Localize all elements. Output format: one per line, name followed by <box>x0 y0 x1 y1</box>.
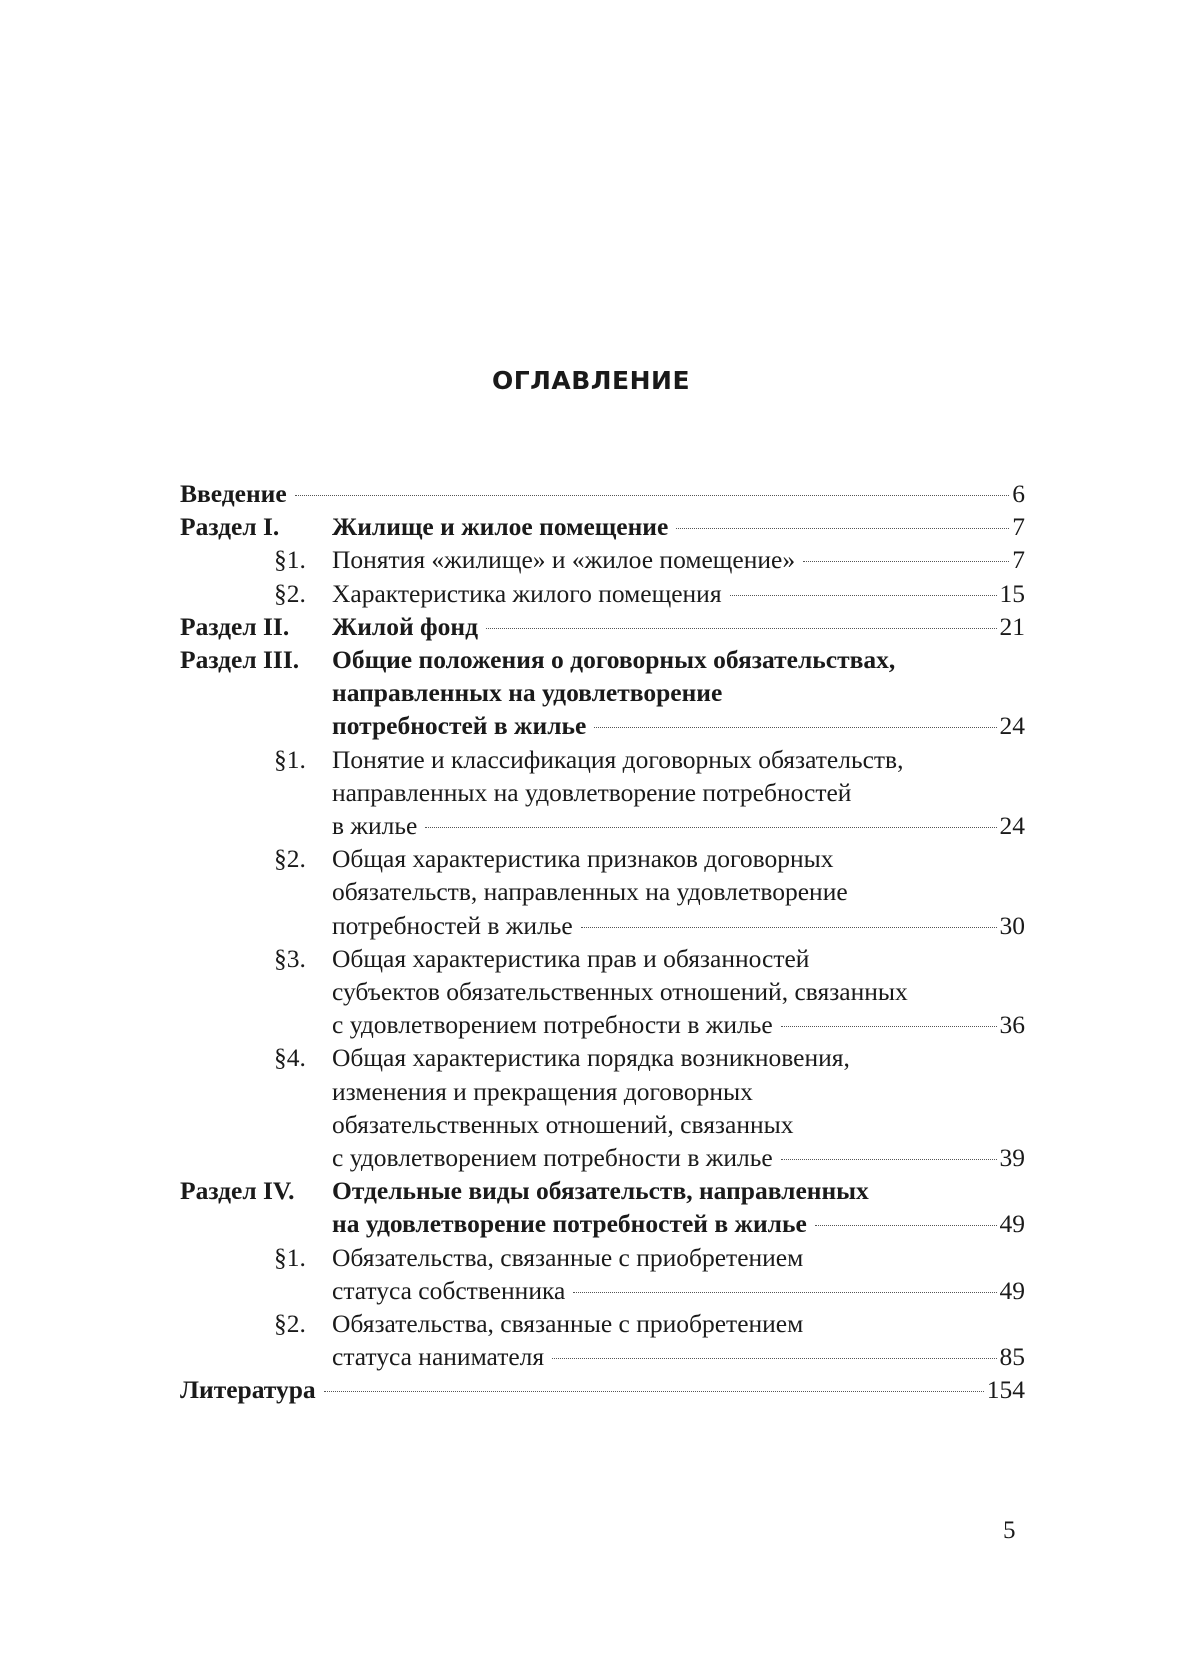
toc-entry-title-line: на удовлетворение потребностей в жилье <box>332 1209 807 1239</box>
toc-entry-section-1[interactable] <box>180 510 1025 543</box>
toc-entry-title-line: Общая характеристика порядка возникновения, <box>332 1043 850 1073</box>
toc-entry-label: §1. <box>274 744 306 774</box>
toc-entry-title-line: Общие положения о договорных обязательствах, <box>332 645 896 675</box>
toc-entry-section-2[interactable] <box>180 610 1025 643</box>
dot-leader <box>324 1391 984 1392</box>
dot-leader <box>573 1292 996 1293</box>
toc-entry-title-line: с удовлетворением потребности в жилье <box>332 1010 773 1040</box>
toc-page-number: 49 <box>999 1275 1025 1305</box>
toc-entry-title-line: с удовлетворением потребности в жилье <box>332 1143 773 1173</box>
toc-entry-section-1-paragraph-2[interactable] <box>180 577 1025 610</box>
toc-entry-section-3-paragraph-2[interactable] <box>180 842 1025 942</box>
toc-entry-label: Раздел I. <box>180 512 280 542</box>
page-number: 5 <box>1003 1517 1016 1544</box>
toc-entry-label: Введение <box>180 479 287 508</box>
dot-leader <box>676 528 1009 529</box>
toc-entry-title-line: Обязательства, связанные с приобретением <box>332 1309 804 1339</box>
toc-entry-title-line: Понятие и классификация договорных обязательств, <box>332 744 904 774</box>
toc-entry-label: §2. <box>274 578 306 608</box>
dot-leader <box>594 727 996 728</box>
dot-leader <box>781 1159 997 1160</box>
dot-leader <box>552 1358 996 1359</box>
toc-entry-label: Раздел IV. <box>180 1176 295 1206</box>
toc-entry-title: Жилой фонд <box>332 611 479 641</box>
toc-page-number: 15 <box>999 578 1025 608</box>
toc-entry-title-line: обязательственных отношений, связанных <box>332 1109 794 1139</box>
toc-entry-title-line: потребностей в жилье <box>332 711 587 741</box>
toc-page-number: 7 <box>1012 545 1025 575</box>
toc-page-number: 24 <box>999 811 1025 841</box>
toc-entry-title-line: обязательств, направленных на удовлетворение <box>332 877 848 907</box>
toc-entry-label: Раздел III. <box>180 645 300 675</box>
toc-entry-title-line: статуса нанимателя <box>332 1342 545 1372</box>
toc-entry-title-line: направленных на удовлетворение <box>332 678 723 708</box>
toc-entry-title-line: Отдельные виды обязательств, направленных <box>332 1176 869 1206</box>
toc-entry-label: §2. <box>274 844 306 874</box>
toc-entry-section-3[interactable] <box>180 643 1025 743</box>
dot-leader <box>486 628 996 629</box>
toc-entry-title: Понятия «жилище» и «жилое помещение» <box>332 545 796 575</box>
toc-entry-introduction[interactable] <box>180 477 1025 510</box>
dot-leader <box>815 1225 997 1226</box>
toc-page-number: 49 <box>999 1209 1025 1239</box>
toc-entry-label: §3. <box>274 943 306 973</box>
table-of-contents <box>180 477 1025 1407</box>
toc-page-number: 30 <box>999 910 1025 940</box>
toc-entry-section-4-paragraph-1[interactable] <box>180 1241 1025 1307</box>
toc-entry-section-3-paragraph-4[interactable] <box>180 1041 1025 1174</box>
toc-entry-section-4-paragraph-2[interactable] <box>180 1307 1025 1373</box>
toc-heading: ОГЛАВЛЕНИЕ <box>491 366 691 395</box>
toc-entry-title-line: изменения и прекращения договорных <box>332 1076 753 1106</box>
toc-entry-title: Жилище и жилое помещение <box>332 512 669 542</box>
dot-leader <box>730 595 997 596</box>
toc-entry-title: Характеристика жилого помещения <box>332 578 722 608</box>
dot-leader <box>781 1026 997 1027</box>
toc-page-number: 85 <box>999 1342 1025 1372</box>
toc-page-number: 24 <box>999 711 1025 741</box>
toc-entry-label: §1. <box>274 545 306 575</box>
toc-entry-label: Литература <box>180 1375 316 1405</box>
toc-page-number: 36 <box>999 1010 1025 1040</box>
toc-entry-title-line: направленных на удовлетворение потребностей <box>332 777 852 807</box>
toc-entry-label: §4. <box>274 1043 306 1073</box>
toc-entry-title-line: потребностей в жилье <box>332 910 573 940</box>
toc-entry-literature[interactable] <box>180 1373 1025 1406</box>
toc-entry-section-3-paragraph-3[interactable] <box>180 942 1025 1042</box>
toc-entry-label: Раздел II. <box>180 611 290 641</box>
toc-entry-section-1-paragraph-1[interactable] <box>180 543 1025 576</box>
toc-entry-title-line: Обязательства, связанные с приобретением <box>332 1242 804 1272</box>
toc-page-number: 154 <box>986 1375 1025 1405</box>
toc-entry-section-4[interactable] <box>180 1174 1025 1240</box>
toc-entry-title-line: статуса собственника <box>332 1275 566 1305</box>
toc-entry-title-line: Общая характеристика признаков договорных <box>332 844 834 874</box>
toc-page-number: 21 <box>999 611 1025 641</box>
dot-leader <box>803 561 1009 562</box>
toc-entry-label: §1. <box>274 1242 306 1272</box>
toc-entry-title-line: Общая характеристика прав и обязанностей <box>332 943 810 973</box>
toc-entry-title-line: субъектов обязательственных отношений, связанных <box>332 977 908 1007</box>
dot-leader <box>425 827 996 828</box>
toc-entry-label: §2. <box>274 1309 306 1339</box>
toc-entry-title-line: в жилье <box>332 811 418 841</box>
toc-page-number: 39 <box>999 1143 1025 1173</box>
dot-leader <box>581 927 997 928</box>
toc-entry-section-3-paragraph-1[interactable] <box>180 743 1025 843</box>
toc-page-number: 6 <box>1012 479 1025 508</box>
dot-leader <box>295 495 1010 496</box>
toc-page-number: 7 <box>1012 512 1025 542</box>
